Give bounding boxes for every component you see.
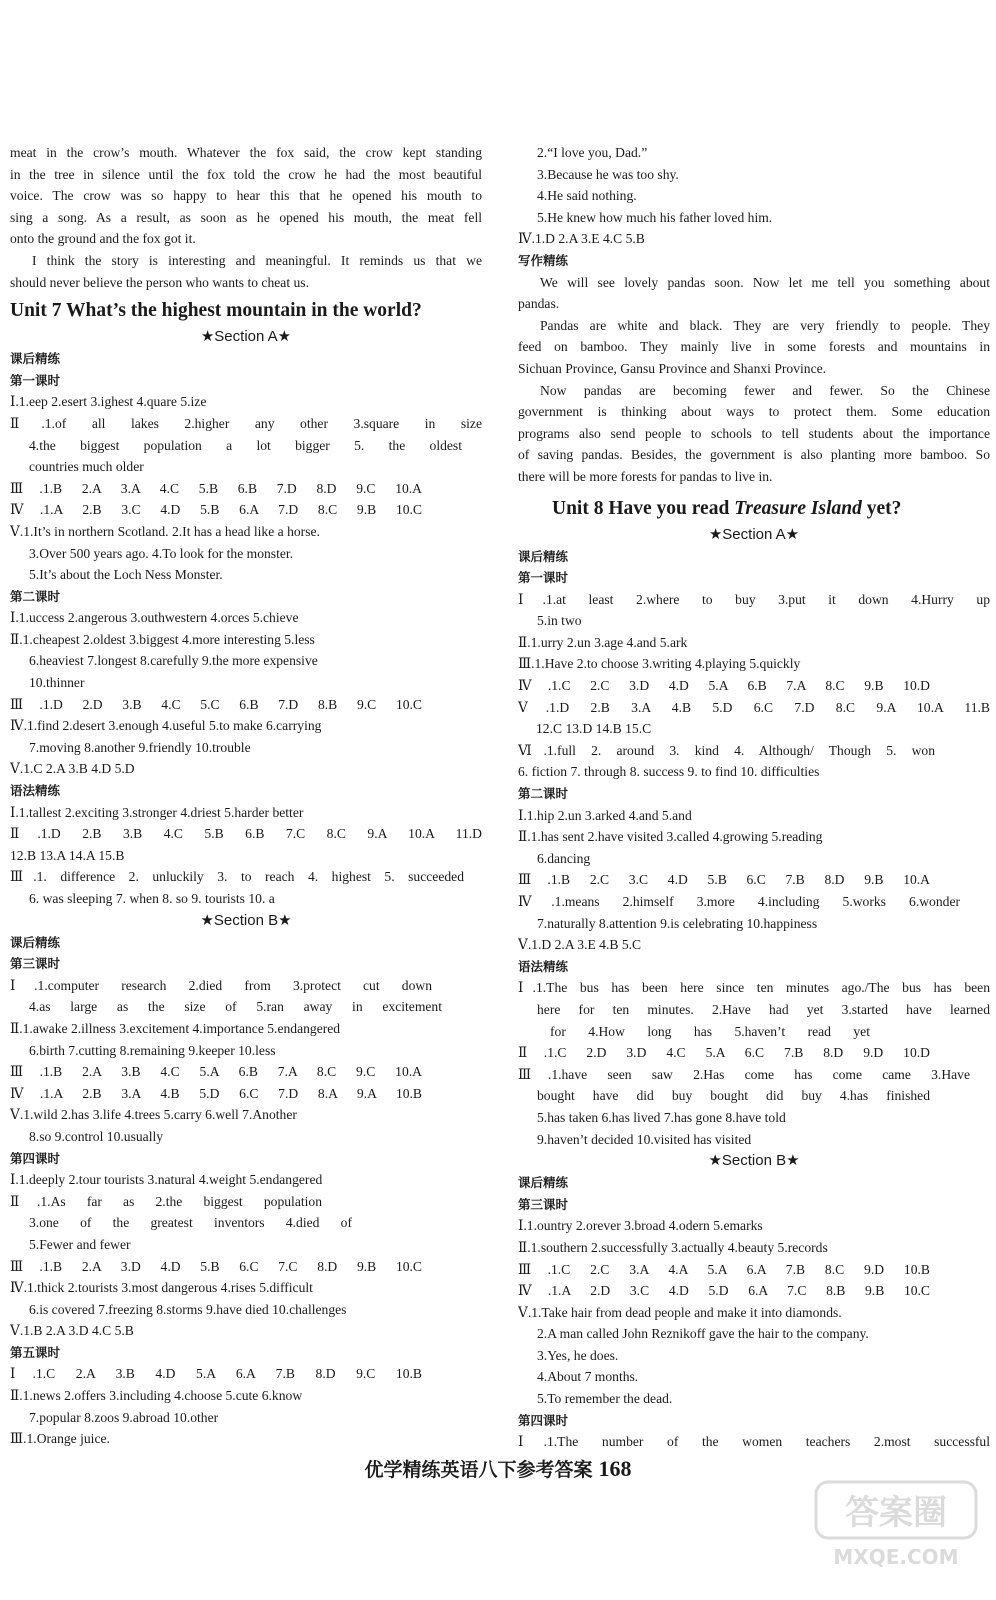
answer-line: Ⅱ.1.C 2.D 3.D 4.C 5.A 6.C 7.B 8.D 9.D 10.D — [518, 1045, 930, 1061]
answer-line: 10.thinner — [29, 675, 85, 691]
answer-line: 6. was sleeping 7. when 8. so 9. tourists 10. a — [29, 891, 275, 906]
text-line: there will be more forests for pandas to live in. — [518, 468, 773, 484]
lesson-4-heading: 第四课时 — [518, 1412, 569, 1428]
answer-line: Ⅰ.1.ountry 2.orever 3.broad 4.odern 5.emarks — [518, 1218, 763, 1234]
answer-line: Ⅳ.1.A 2.B 3.C 4.D 5.B 6.A 7.D 8.C 9.B 10.C — [10, 502, 422, 518]
answer-line: Ⅱ.1.southern 2.successfully 3.actually 4.beauty 5.records — [518, 1239, 828, 1255]
answer-line: Ⅲ.1.B 2.A 3.D 4.D 5.B 6.C 7.C 8.D 9.B 10.C — [10, 1258, 422, 1274]
answer-line: Ⅴ.1.It’s in northern Scotland. 2.It has a head like a horse. — [10, 523, 320, 539]
answer-line: Ⅱ.1.awake 2.illness 3.excitement 4.importance 5.endangered — [10, 1020, 341, 1036]
answer-line: 3.Because he was too shy. — [537, 166, 679, 182]
left-column — [10, 142, 482, 1450]
answer-line: Ⅲ.1.B 2.A 3.A 4.C 5.B 6.B 7.D 8.D 9.C 10.A — [10, 480, 422, 496]
answer-line: Ⅱ.1.news 2.offers 3.including 4.choose 5.cute 6.know — [10, 1388, 303, 1404]
text-line: Sichuan Province, Gansu Province and Shanxi Province. — [518, 360, 827, 376]
answer-line: Ⅰ.1.uccess 2.angerous 3.outhwestern 4.orces 5.chieve — [10, 610, 299, 626]
answer-line: Ⅰ.1.at least 2.where to buy 3.put it down 4.Hurry up — [518, 591, 990, 607]
answer-line: Ⅱ.1.urry 2.un 3.age 4.and 5.ark — [518, 634, 688, 650]
answer-line: 5.Fewer and fewer — [29, 1236, 131, 1252]
answer-line: 6. fiction 7. through 8. success 9. to find 10. difficulties — [518, 764, 820, 780]
answer-line: 2.“I love you, Dad.” — [537, 145, 648, 160]
answer-line: Ⅲ.1.have seen saw 2.Has come has come came 3.Have — [518, 1066, 970, 1082]
answer-line: 3.Yes, he does. — [537, 1347, 619, 1363]
writing-heading: 写作精练 — [518, 252, 569, 268]
answer-line: Ⅲ.1. difference 2. unluckily 3. to reach 4. highest 5. succeeded — [10, 869, 464, 885]
text-line: onto the ground and the fox got it. — [10, 231, 196, 247]
footer-title: 优学精练英语八下参考答案 — [364, 1459, 593, 1481]
answer-line: 8.so 9.control 10.usually — [29, 1128, 164, 1144]
answer-line: 3.one of the greatest inventors 4.died of — [29, 1215, 352, 1231]
text-line: voice. The crow was so happy to hear this that he opened his mouth to — [10, 188, 482, 204]
lesson-3-heading: 第三课时 — [10, 956, 61, 972]
answer-line: Ⅲ.1.Orange juice. — [10, 1431, 110, 1447]
lesson-2-heading: 第二课时 — [518, 786, 569, 802]
section-a-heading: ★Section A★ — [708, 525, 800, 543]
answer-line: Ⅱ.1.D 2.B 3.B 4.C 5.B 6.B 7.C 8.C 9.A 10.A 11.D — [10, 826, 482, 842]
lesson-1-heading: 第一课时 — [10, 372, 61, 388]
answer-line: for 4.How long has 5.haven’t read yet — [550, 1023, 870, 1039]
text-line: programs also send people to schools to tell students about the importance — [518, 425, 990, 441]
text-line: Now pandas are becoming fewer and fewer. So the Chinese — [540, 382, 990, 398]
answer-line: Ⅵ.1.full 2. around 3. kind 4. Although/ Though 5. won — [518, 742, 935, 758]
answer-line: Ⅳ.1.find 2.desert 3.enough 4.useful 5.to make 6.carrying — [10, 718, 322, 734]
answer-line: Ⅱ.1.cheapest 2.oldest 3.biggest 4.more interesting 5.less — [10, 631, 315, 647]
unit8-title-prefix: Unit 8 Have you read — [552, 497, 735, 519]
page-number: 168 — [598, 1456, 632, 1481]
text-line: meat in the crow’s mouth. Whatever the fox said, the crow kept standing — [10, 145, 482, 160]
answer-line: Ⅴ.1.D 2.A 3.E 4.B 5.C — [518, 937, 642, 953]
practice-heading: 课后精练 — [10, 351, 61, 367]
answer-line: Ⅰ.1.The bus has been here since ten minutes ago./The bus has been — [518, 980, 990, 996]
answer-line: countries much older — [29, 459, 144, 475]
answer-line: Ⅱ.1.of all lakes 2.higher any other 3.square in size — [10, 415, 482, 431]
watermark-text: 答案圈 — [845, 1493, 947, 1533]
answer-line: 12.B 13.A 14.A 15.B — [10, 847, 125, 863]
answer-line: Ⅳ.1.D 2.A 3.E 4.C 5.B — [518, 231, 645, 247]
practice-heading: 课后精练 — [10, 934, 61, 950]
answer-line: 3.Over 500 years ago. 4.To look for the monster. — [29, 545, 294, 561]
answer-line: Ⅴ.1.B 2.A 3.D 4.C 5.B — [10, 1323, 134, 1339]
text-line: We will see lovely pandas soon. Now let me tell you something about — [540, 274, 990, 290]
practice-heading: 课后精练 — [518, 548, 569, 564]
answer-line: 4.He said nothing. — [537, 188, 637, 204]
answer-line: 6.heaviest 7.longest 8.carefully 9.the more expensive — [29, 653, 318, 669]
answer-line: Ⅱ.1.As far as 2.the biggest population — [10, 1193, 322, 1209]
answer-line: 6.dancing — [537, 850, 591, 866]
answer-line: Ⅰ.1.C 2.A 3.B 4.D 5.A 6.A 7.B 8.D 9.C 10.B — [10, 1366, 422, 1382]
text-line: pandas. — [518, 296, 560, 312]
answer-line: Ⅲ.1.Have 2.to choose 3.writing 4.playing 5.quickly — [518, 656, 801, 672]
answer-line: Ⅲ.1.D 2.D 3.B 4.C 5.C 6.B 7.D 8.B 9.C 10.C — [10, 696, 422, 712]
watermark-logo — [812, 1476, 980, 1572]
answer-line: 4.as large as the size of 5.ran away in excitement — [29, 999, 442, 1015]
text-line: government is thinking about ways to protect them. Some education — [518, 404, 990, 420]
text-line: feed on bamboo. They mainly live in some forests and mountains in — [518, 339, 990, 355]
essay — [518, 272, 990, 488]
lesson-2-heading: 第二课时 — [10, 588, 61, 604]
right-column — [518, 142, 990, 1453]
answer-line: here for ten minutes. 2.Have had yet 3.started have learned — [537, 1001, 990, 1017]
answer-line: Ⅳ.1.thick 2.tourists 3.most dangerous 4.rises 5.difficult — [10, 1280, 313, 1296]
lesson-1-heading: 第一课时 — [518, 570, 569, 586]
answer-line: Ⅳ.1.C 2.C 3.D 4.D 5.A 6.B 7.A 8.C 9.B 10.D — [518, 678, 930, 694]
text-line: in the tree in silence until the fox told the crow he had the most beautiful — [10, 166, 482, 182]
lesson-3-heading: 第三课时 — [518, 1196, 569, 1212]
unit7-title: Unit 7 What’s the highest mountain in the world? — [10, 300, 422, 322]
answer-line: Ⅱ.1.has sent 2.have visited 3.called 4.growing 5.reading — [518, 829, 823, 845]
answer-line: Ⅰ.1.hip 2.un 3.arked 4.and 5.and — [518, 807, 692, 823]
grammar-heading: 语法精练 — [10, 783, 61, 799]
answer-line: Ⅰ.1.tallest 2.exciting 3.stronger 4.driest 5.harder better — [10, 804, 304, 820]
text-line: I think the story is interesting and meaningful. It reminds us that we — [32, 252, 482, 268]
answer-line: 7.naturally 8.attention 9.is celebrating 10.happiness — [537, 915, 818, 931]
answer-line: Ⅳ.1.A 2.B 3.A 4.B 5.D 6.C 7.D 8.A 9.A 10.B — [10, 1085, 422, 1101]
answer-line: 2.A man called John Reznikoff gave the hair to the company. — [537, 1326, 869, 1342]
answer-line: Ⅰ.1.deeply 2.tour tourists 3.natural 4.weight 5.endangered — [10, 1172, 323, 1188]
answer-line: Ⅴ.1.Take hair from dead people and make it into diamonds. — [518, 1304, 842, 1320]
answer-line: 4.About 7 months. — [537, 1369, 639, 1385]
answer-line: bought have did buy bought did buy 4.has finished — [537, 1088, 930, 1104]
answer-line: Ⅲ.1.B 2.A 3.B 4.C 5.A 6.B 7.A 8.C 9.C 10.A — [10, 1064, 422, 1080]
answer-line: Ⅲ.1.B 2.C 3.C 4.D 5.B 6.C 7.B 8.D 9.B 10.A — [518, 872, 930, 888]
intro-paragraph — [10, 142, 482, 293]
unit8-title-suffix: yet? — [861, 497, 902, 519]
unit8-title — [518, 494, 990, 524]
answer-line: 9.haven’t decided 10.visited has visited — [537, 1131, 752, 1147]
answer-line: 5.To remember the dead. — [537, 1391, 673, 1407]
answer-line: 5.It’s about the Loch Ness Monster. — [29, 567, 223, 583]
answer-line: 6.birth 7.cutting 8.remaining 9.keeper 10.less — [29, 1042, 276, 1058]
answer-line: 5.has taken 6.has lived 7.has gone 8.have told — [537, 1109, 786, 1125]
answer-line: 4.the biggest population a lot bigger 5. the oldest — [29, 437, 462, 453]
practice-heading: 课后精练 — [518, 1175, 569, 1191]
answer-line: Ⅴ.1.wild 2.has 3.life 4.trees 5.carry 6.well 7.Another — [10, 1107, 297, 1123]
answer-line: 6.is covered 7.freezing 8.storms 9.have died 10.challenges — [29, 1301, 347, 1317]
answer-line: Ⅴ.1.D 2.B 3.A 4.B 5.D 6.C 7.D 8.C 9.A 10.A 11.B — [518, 699, 990, 715]
answer-line: 5.in two — [537, 613, 582, 629]
answer-line: 7.popular 8.zoos 9.abroad 10.other — [29, 1409, 219, 1425]
text-line: of saving pandas. Besides, the government is also planting more bamboo. So — [518, 447, 990, 463]
section-b-heading: ★Section B★ — [200, 911, 292, 929]
text-line: sing a song. As a result, as soon as he opened his mouth, the meat fell — [10, 209, 482, 225]
lesson-4-heading: 第四课时 — [10, 1150, 61, 1166]
answer-line: Ⅰ.1.computer research 2.died from 3.protect cut down — [10, 977, 432, 993]
lesson-5-heading: 第五课时 — [10, 1344, 61, 1360]
answer-line: 7.moving 8.another 9.friendly 10.trouble — [29, 739, 251, 755]
text-line: should never believe the person who wants to cheat us. — [10, 274, 309, 290]
answer-line: Ⅲ.1.C 2.C 3.A 4.A 5.A 6.A 7.B 8.C 9.D 10.B — [518, 1261, 930, 1277]
answer-line: 12.C 13.D 14.B 15.C — [536, 721, 652, 737]
grammar-heading: 语法精练 — [518, 958, 569, 974]
answer-line: Ⅴ.1.C 2.A 3.B 4.D 5.D — [10, 761, 135, 777]
answer-line: 5.He knew how much his father loved him. — [537, 209, 773, 225]
answer-line: Ⅰ.1.eep 2.esert 3.ighest 4.quare 5.ize — [10, 394, 207, 410]
section-b-heading: ★Section B★ — [708, 1152, 800, 1170]
answer-line: Ⅳ.1.A 2.D 3.C 4.D 5.D 6.A 7.C 8.B 9.B 10.C — [518, 1283, 930, 1299]
answer-line: Ⅰ.1.The number of the women teachers 2.most successful — [518, 1434, 990, 1450]
answer-line: Ⅳ.1.means 2.himself 3.more 4.including 5.works 6.wonder — [518, 894, 960, 909]
text-line: Pandas are white and black. They are very friendly to people. They — [540, 317, 990, 333]
unit8-book-title: Treasure Island — [734, 497, 862, 519]
watermark-site: MXQE.COM — [833, 1545, 959, 1569]
section-a-heading: ★Section A★ — [200, 328, 292, 346]
